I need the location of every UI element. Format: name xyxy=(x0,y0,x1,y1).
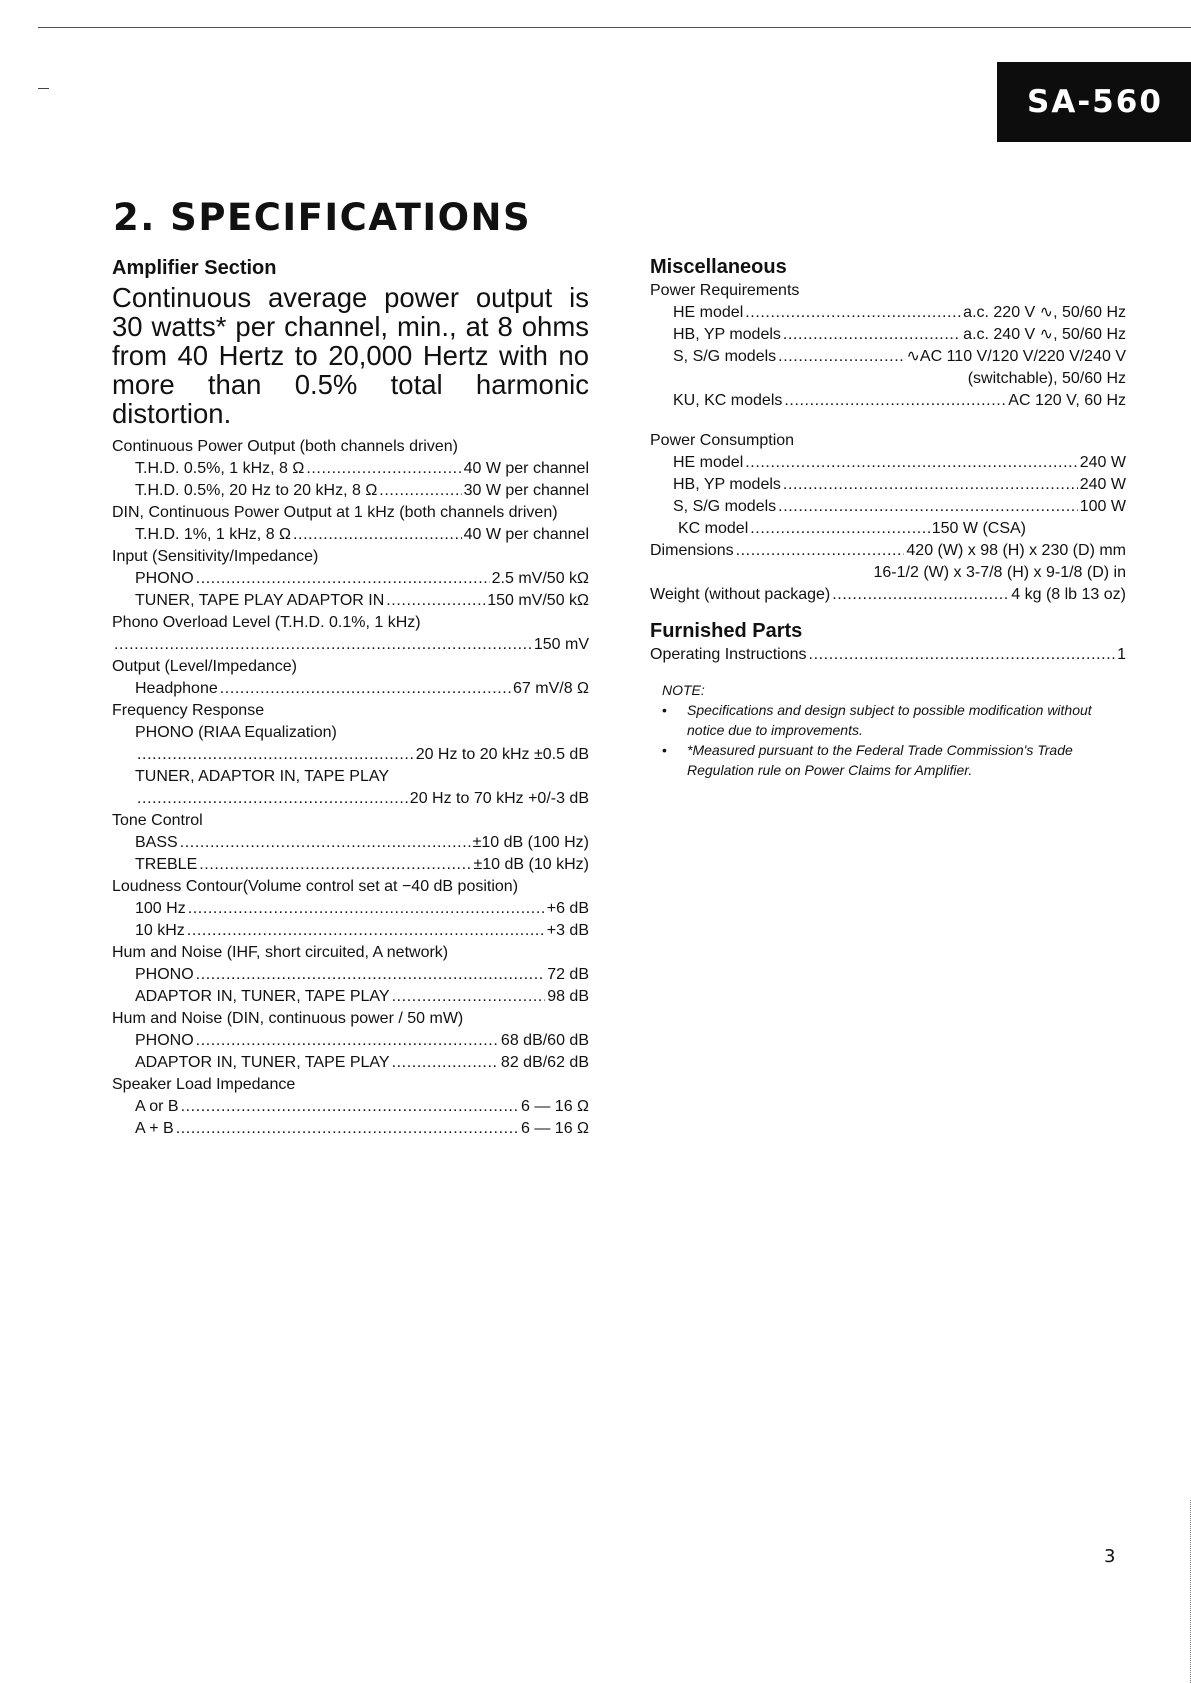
spec-value: 4 kg (8 lb 13 oz) xyxy=(1011,586,1126,603)
spec-label: TREBLE xyxy=(135,856,198,873)
dot-leader xyxy=(220,678,511,700)
dot-leader xyxy=(783,324,961,346)
spec-row xyxy=(112,590,589,612)
dot-leader xyxy=(784,390,1006,412)
spec-subheading: PHONO (RIAA Equalization) xyxy=(135,724,337,741)
spec-continuation: 16-1/2 (W) x 3-7/8 (H) x 9-1/8 (D) in xyxy=(873,564,1126,581)
spec-subheading: TUNER, ADAPTOR IN, TAPE PLAY xyxy=(135,768,389,785)
dot-leader xyxy=(137,744,414,766)
dot-leader xyxy=(809,644,1116,666)
spec-row xyxy=(650,390,1126,412)
dot-leader xyxy=(736,540,905,562)
dot-leader xyxy=(180,832,471,854)
spec-row xyxy=(112,832,589,854)
power-requirements-label: Power Requirements xyxy=(650,282,800,299)
spec-row xyxy=(112,634,589,656)
spec-row xyxy=(112,744,589,766)
misc-column xyxy=(650,254,1126,780)
spec-row xyxy=(112,678,589,700)
dot-leader xyxy=(386,590,485,612)
dot-leader xyxy=(745,452,1078,474)
margin-dash xyxy=(38,88,49,89)
spec-row xyxy=(112,964,589,986)
bullet-icon: • xyxy=(662,742,667,758)
dot-leader xyxy=(392,986,546,1008)
spec-label: HE model xyxy=(673,304,744,321)
spec-value: +6 dB xyxy=(546,900,589,917)
spec-value: 30 W per channel xyxy=(463,482,589,499)
spec-value: 20 Hz to 20 kHz ±0.5 dB xyxy=(415,746,589,763)
dot-leader xyxy=(745,302,961,324)
dot-leader xyxy=(196,964,546,986)
spec-group-label: Output (Level/Impedance) xyxy=(112,658,297,675)
spacer xyxy=(650,606,1126,618)
spec-label: KU, KC models xyxy=(673,392,783,409)
spec-label: BASS xyxy=(135,834,178,851)
spec-label: HB, YP models xyxy=(673,326,781,343)
dot-leader xyxy=(783,474,1078,496)
spec-row xyxy=(112,480,589,502)
spec-value: 40 W per channel xyxy=(463,460,589,477)
dot-leader xyxy=(181,1096,519,1118)
spec-row xyxy=(112,920,589,942)
spec-label: Dimensions xyxy=(650,542,734,559)
spec-row xyxy=(112,1096,589,1118)
spec-label: S, S/G models xyxy=(673,348,777,365)
spec-value: 2.5 mV/50 kΩ xyxy=(491,570,589,587)
spec-row xyxy=(650,474,1126,496)
note-item xyxy=(662,700,1126,740)
spec-row xyxy=(650,452,1126,474)
misc-section-heading: Miscellaneous xyxy=(650,256,787,278)
amplifier-spec-list xyxy=(112,436,589,1140)
furnished-parts-heading: Furnished Parts xyxy=(650,620,803,642)
spec-row xyxy=(112,986,589,1008)
note-item xyxy=(662,740,1126,780)
spec-row xyxy=(112,1118,589,1140)
spec-value: 67 mV/8 Ω xyxy=(513,680,589,697)
power-output-statement: Continuous average power output is 30 watts* per channel, min., at 8 ohms from 40 Hertz to 20,000 Hertz with no more than 0.5% total harmonic distortion. xyxy=(112,282,589,429)
spec-row xyxy=(112,898,589,920)
page-title: 2. SPECIFICATIONS xyxy=(113,196,532,239)
spec-row xyxy=(112,458,589,480)
dot-leader xyxy=(778,496,1078,518)
power-consumption-label: Power Consumption xyxy=(650,432,795,449)
spec-label: Weight (without package) xyxy=(650,586,831,603)
spec-label: PHONO xyxy=(135,1032,194,1049)
dot-leader xyxy=(188,898,545,920)
spec-value: a.c. 220 V ∿, 50/60 Hz xyxy=(963,304,1126,321)
spec-value: a.c. 240 V ∿, 50/60 Hz xyxy=(963,326,1126,343)
spec-row xyxy=(650,644,1126,666)
dot-leader xyxy=(114,634,532,656)
spec-group-label: Loudness Contour(Volume control set at −40 dB position) xyxy=(112,878,519,895)
dot-leader xyxy=(187,920,545,942)
page-number: 3 xyxy=(1104,1546,1116,1567)
spec-group-label: Hum and Noise (DIN, continuous power / 50 mW) xyxy=(112,1010,464,1027)
spec-label: 100 Hz xyxy=(135,900,186,917)
spec-row xyxy=(650,584,1126,606)
spec-label: T.H.D. 1%, 1 kHz, 8 Ω xyxy=(135,526,291,543)
spec-value: 1 xyxy=(1117,646,1126,663)
spec-row xyxy=(112,854,589,876)
dot-leader xyxy=(293,524,462,546)
spec-value: +3 dB xyxy=(546,922,589,939)
spec-row xyxy=(650,324,1126,346)
spec-group-label: Continuous Power Output (both channels driven) xyxy=(112,438,458,455)
spec-value: 240 W xyxy=(1079,476,1126,493)
spec-value: 40 W per channel xyxy=(463,526,589,543)
spec-value: 6 — 16 Ω xyxy=(521,1120,589,1137)
spec-value: ±10 dB (10 kHz) xyxy=(473,856,589,873)
spec-label: A + B xyxy=(135,1120,174,1137)
amplifier-section-heading: Amplifier Section xyxy=(112,257,277,279)
note-label: NOTE: xyxy=(662,682,705,698)
spec-row xyxy=(112,1052,589,1074)
dot-leader xyxy=(176,1118,519,1140)
spec-row xyxy=(650,346,1126,368)
spec-label: ADAPTOR IN, TUNER, TAPE PLAY xyxy=(135,988,390,1005)
dot-leader xyxy=(137,788,408,810)
spec-label: KC model xyxy=(678,520,749,537)
spec-value: 150 W (CSA) xyxy=(931,520,1026,537)
spec-label: ADAPTOR IN, TUNER, TAPE PLAY xyxy=(135,1054,390,1071)
spec-value: 68 dB/60 dB xyxy=(500,1032,589,1049)
note-text: *Measured pursuant to the Federal Trade Commission's Trade Regulation rule on Power Claims for Amplifier. xyxy=(687,742,1073,778)
spec-label: HB, YP models xyxy=(673,476,781,493)
note-block xyxy=(650,680,1126,780)
dot-leader xyxy=(196,1030,499,1052)
spec-row xyxy=(650,540,1126,562)
spec-value: 20 Hz to 70 kHz +0/-3 dB xyxy=(409,790,589,807)
spec-row xyxy=(650,518,1126,540)
dot-leader xyxy=(778,346,904,368)
amplifier-section xyxy=(112,255,589,1140)
spec-row xyxy=(650,302,1126,324)
spec-label: PHONO xyxy=(135,570,194,587)
spacer xyxy=(650,412,1126,430)
dot-leader xyxy=(196,568,490,590)
spec-value: 100 W xyxy=(1079,498,1126,515)
spec-group-label: Hum and Noise (IHF, short circuited, A network) xyxy=(112,944,449,961)
note-text: Specifications and design subject to possible modification without notice due to improvements. xyxy=(687,702,1092,738)
spec-label: 10 kHz xyxy=(135,922,185,939)
spec-row xyxy=(112,788,589,810)
spec-group-label: Speaker Load Impedance xyxy=(112,1076,296,1093)
spec-group-label: Phono Overload Level (T.H.D. 0.1%, 1 kHz) xyxy=(112,614,421,631)
spec-value: ∿AC 110 V/120 V/220 V/240 V xyxy=(906,348,1126,365)
spec-row xyxy=(650,496,1126,518)
dot-leader xyxy=(379,480,461,502)
spec-label: PHONO xyxy=(135,966,194,983)
spec-group-label: Tone Control xyxy=(112,812,203,829)
spec-value: ±10 dB (100 Hz) xyxy=(472,834,589,851)
dot-leader xyxy=(832,584,1009,606)
spec-group-label: Frequency Response xyxy=(112,702,265,719)
spec-value: 150 mV/50 kΩ xyxy=(487,592,589,609)
spec-label: HE model xyxy=(673,454,744,471)
spec-value: AC 120 V, 60 Hz xyxy=(1008,392,1126,409)
spec-group-label: Input (Sensitivity/Impedance) xyxy=(112,548,319,565)
spec-label: TUNER, TAPE PLAY ADAPTOR IN xyxy=(135,592,385,609)
spec-value: 420 (W) x 98 (H) x 230 (D) mm xyxy=(906,542,1126,559)
top-rule xyxy=(38,27,1191,28)
dot-leader xyxy=(199,854,471,876)
spec-value: 82 dB/62 dB xyxy=(500,1054,589,1071)
spec-continuation: (switchable), 50/60 Hz xyxy=(967,370,1126,387)
dot-leader xyxy=(750,518,930,540)
bullet-icon: • xyxy=(662,702,667,718)
dot-leader xyxy=(392,1052,499,1074)
spec-label: S, S/G models xyxy=(673,498,777,515)
spec-row xyxy=(112,568,589,590)
spec-value: 240 W xyxy=(1079,454,1126,471)
model-badge: SA-560 xyxy=(997,62,1191,142)
spec-value: 150 mV xyxy=(533,636,589,653)
spec-value: 98 dB xyxy=(547,988,589,1005)
spec-label: A or B xyxy=(135,1098,179,1115)
spec-label: Headphone xyxy=(135,680,218,697)
spec-label: Operating Instructions xyxy=(650,646,807,663)
spec-value: 6 — 16 Ω xyxy=(521,1098,589,1115)
spec-label: T.H.D. 0.5%, 1 kHz, 8 Ω xyxy=(135,460,305,477)
spec-row xyxy=(112,1030,589,1052)
spec-group-label: DIN, Continuous Power Output at 1 kHz (both channels driven) xyxy=(112,504,558,521)
spec-value: 72 dB xyxy=(547,966,589,983)
dot-leader xyxy=(306,458,461,480)
spec-row xyxy=(112,524,589,546)
spec-label: T.H.D. 0.5%, 20 Hz to 20 kHz, 8 Ω xyxy=(135,482,378,499)
